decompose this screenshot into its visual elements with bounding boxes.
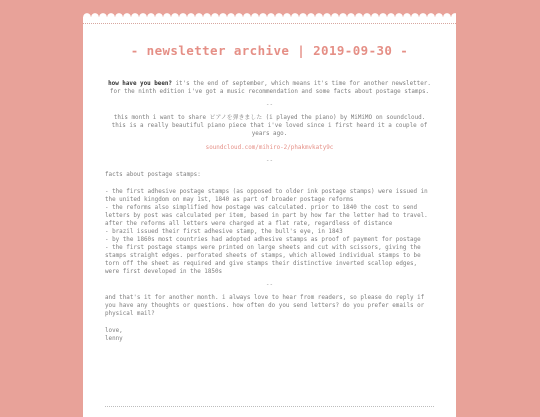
- intro-paragraph: [105, 80, 434, 96]
- facts-heading: facts about postage stamps:: [105, 172, 201, 178]
- closing-paragraph: and that's it for another month. i always love to hear from readers, so please do reply if you have any thoughts or questions. how often do you send letters? do you prefer emails or physical mail?: [105, 295, 425, 317]
- scallop-edge: [83, 13, 456, 21]
- section-separator: --: [265, 281, 274, 288]
- fact-item: - the first postage stamps were printed on large sheets and cut with scissors, giving the stamps straight edges. perforated sheets of stamps, which allowed individual stamps to be torn off the sheet as required and give stamps their distinctive inverted scallop edges, were first developed in the 1850s: [105, 245, 421, 275]
- section-separator: --: [265, 157, 274, 164]
- fact-item: - by the 1860s most countries had adopted adhesive stamps as proof of payment for postage: [105, 237, 421, 243]
- signoff-name: lenny: [105, 336, 123, 342]
- fact-item: - the reforms also simplified how postage was calculated. prior to 1840 the cost to send letters by post was calculated per item, based in part by how far the letter had to travel. after the reforms all letters were charged at a flat rate, regardless of distance: [105, 205, 428, 227]
- fact-item: - the first adhesive postage stamps (as opposed to older ink postage stamps) were issued in the united kingdom on may 1st, 1840 as part of broader postage reforms: [105, 189, 428, 203]
- music-paragraph: this month i want to share ピアノを弾きました (i played the piano) by MiMiMO on soundcloud. this is a really beautiful piano piece that i've loved since i first heard it a couple of years ago.: [111, 115, 428, 137]
- newsletter-card: [83, 17, 456, 417]
- page-title: - newsletter archive | 2019-09-30 -: [130, 43, 409, 58]
- intro-lead: how have you been?: [108, 81, 172, 87]
- bottom-divider: [105, 406, 434, 407]
- signoff-line: love,: [105, 328, 123, 334]
- scallop-stitch-line: [83, 23, 456, 24]
- intro-text: it's the end of september, which means it's time for another newsletter. for the ninth edition i've got a music recommendation and some facts about postage stamps.: [109, 81, 431, 95]
- soundcloud-link[interactable]: soundcloud.com/mihiro-2/phakmvkaty9c: [205, 145, 334, 151]
- section-separator: --: [265, 101, 274, 108]
- fact-item: - brazil issued their first adhesive stamp, the bull's eye, in 1843: [105, 229, 343, 235]
